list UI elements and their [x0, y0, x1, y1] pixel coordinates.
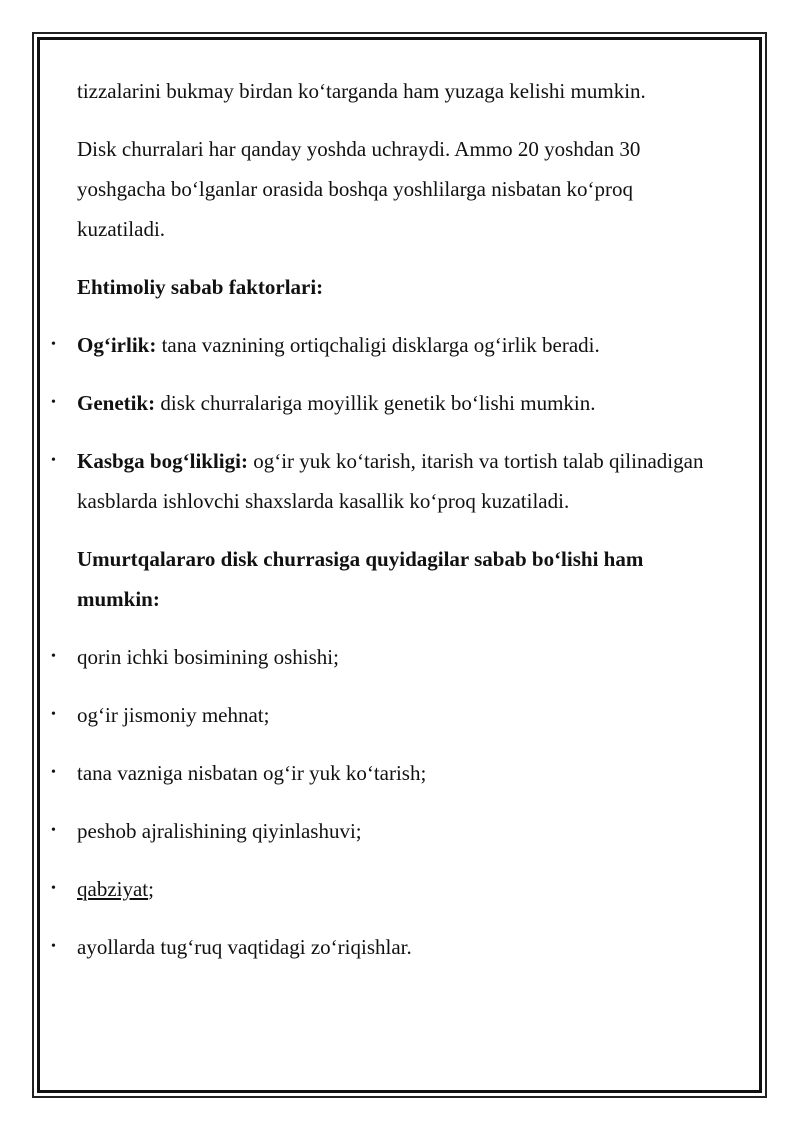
list-item	[51, 869, 707, 909]
bullet-icon: •	[51, 707, 56, 722]
list-item	[51, 927, 707, 967]
bullet-icon: •	[51, 881, 56, 896]
document-body	[51, 71, 707, 985]
list-item	[51, 637, 707, 677]
list-item	[51, 811, 707, 851]
factor-term: Og‘irlik:	[77, 333, 157, 357]
list-item	[51, 383, 707, 423]
heading-risk-factors: Ehtimoliy sabab faktorlari:	[77, 275, 324, 299]
factor-term: Kasbga bog‘likligi:	[77, 449, 248, 473]
factor-text: og‘ir yuk ko‘tarish, itarish va tortish talab qilinadigan kasblarda ishlovchi shaxslarda kasallik ko‘proq kuzatiladi.	[77, 449, 704, 513]
bullet-icon: •	[51, 453, 56, 468]
cause-text: qorin ichki bosimining oshishi;	[77, 645, 339, 669]
cause-suffix: ;	[148, 877, 154, 901]
paragraph-continuation: tizzalarini bukmay birdan ko‘targanda ham yuzaga kelishi mumkin.	[77, 79, 646, 103]
bullet-icon: •	[51, 395, 56, 410]
bullet-icon: •	[51, 765, 56, 780]
factor-term: Genetik:	[77, 391, 156, 415]
bullet-icon: •	[51, 939, 56, 954]
cause-text: ayollarda tug‘ruq vaqtidagi zo‘riqishlar.	[77, 935, 412, 959]
cause-text: tana vazniga nisbatan og‘ir yuk ko‘tarish;	[77, 761, 427, 785]
list-item	[51, 753, 707, 793]
risk-factor-list	[51, 325, 707, 521]
paragraph-age-incidence: Disk churralari har qanday yoshda uchraydi. Ammo 20 yoshdan 30 yoshgacha bo‘lganlar orasida boshqa yoshlilarga nisbatan ko‘proq kuzatiladi.	[77, 137, 641, 241]
bullet-icon: •	[51, 649, 56, 664]
bullet-icon: •	[51, 823, 56, 838]
list-item	[51, 441, 707, 521]
factor-text: tana vaznining ortiqchaligi disklarga og‘irlik beradi.	[156, 333, 600, 357]
cause-text: og‘ir jismoniy mehnat;	[77, 703, 270, 727]
cause-list	[51, 637, 707, 967]
list-item	[51, 325, 707, 365]
heading-other-causes: Umurtqalararo disk churrasiga quyidagilar sabab bo‘lishi ham mumkin:	[77, 547, 644, 611]
list-item	[51, 695, 707, 735]
bullet-icon: •	[51, 337, 56, 352]
cause-text: peshob ajralishining qiyinlashuvi;	[77, 819, 362, 843]
factor-text: disk churralariga moyillik genetik bo‘lishi mumkin.	[155, 391, 596, 415]
cause-underlined-word: qabziyat	[77, 877, 149, 901]
